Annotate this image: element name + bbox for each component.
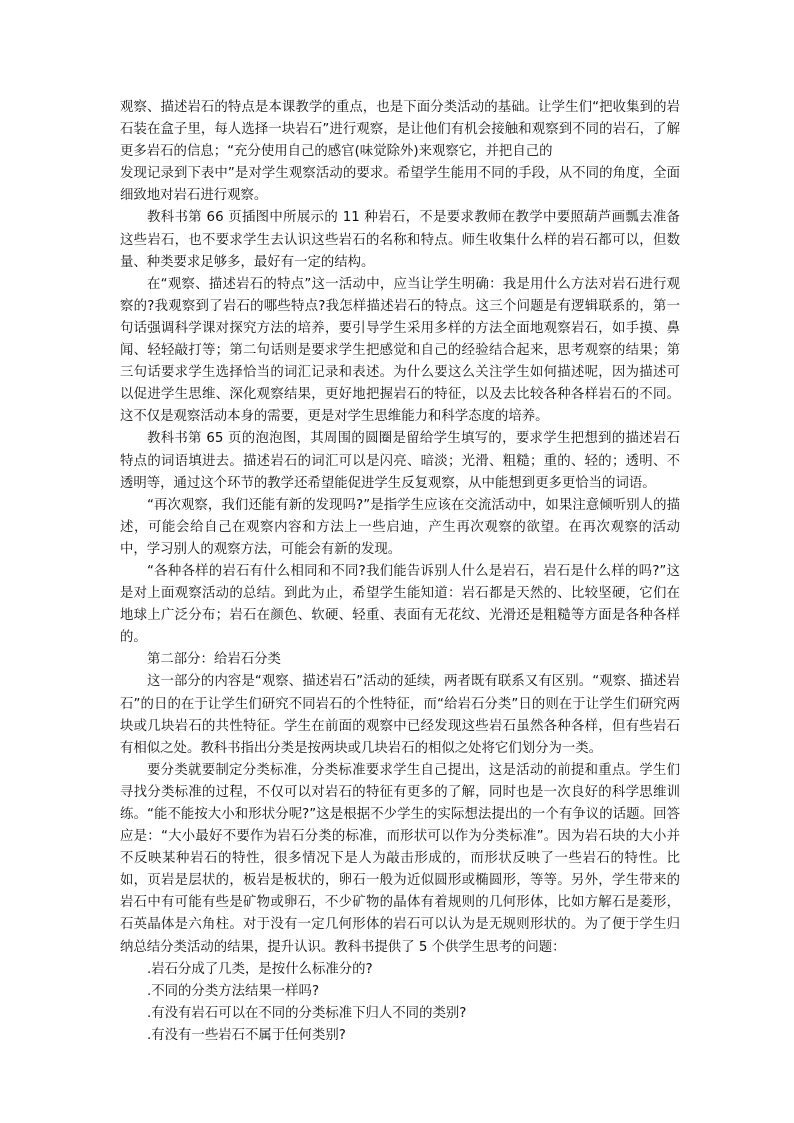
paragraph-classification-standard: 要分类就要制定分类标准，分类标准要求学生自己提出，这是活动的前提和重点。学生们寻找分类标准的过程，不仅可以对岩石的特征有更多的了解，同时也是一次良好的科学思维训练。“能不能按大小和形状分呢?”这是根据不少学生的实际想法提出的一个有争议的话题。回答应是：“大小最好不要作为岩石分类的标准，而形状可以作为分类标准”。因为岩石块的大小并不反映某种岩石的特性，很多情况下是人为敲击形成的，而形状反映了一些岩石的特性。比如，页岩是层状的，板岩是板状的，卵石一般为近似圆形或椭圆形，等等。另外，学生带来的岩石中有可能有些是矿物或卵石，不少矿物的晶体有着规则的几何形体，比如方解石是菱形，石英晶体是六角柱。对于没有一定几何形体的岩石可以认为是无规则形状的。为了便于学生归纳总结分类活动的结果，提升认识。教科书提供了 5 个供学生思考的问题：	[120, 762, 680, 955]
paragraph-observe-again: “再次观察，我们还能有新的发现吗?”是指学生应该在交流活动中，如果注意倾听别人的描述，可能会给自己在观察内容和方法上一些启迪，产生再次观察的欲望。在再次观察的活动中，学习别人的观察方法，可能会有新的发现。	[120, 497, 680, 557]
paragraph-intro: 观察、描述岩石的特点是本课教学的重点，也是下面分类活动的基础。让学生们“把收集到的岩石装在盒子里，每人选择一块岩石”进行观察，是让他们有机会接触和观察到不同的岩石，了解更多岩石的信息；“充分使用自己的感官(味觉除外)来观察它，并把自己的	[120, 100, 680, 160]
paragraph-summary-question: “各种各样的岩石有什么相同和不同?我们能告诉别人什么是岩石，岩石是什么样的吗?”这是对上面观察活动的总结。到此为止，希望学生能知道：岩石都是天然的、比较坚硬，它们在地球上广泛分布；岩石在颜色、软硬、轻重、表面有无花纹、光滑还是粗糙等方面是各种各样的。	[120, 563, 680, 646]
list-item-question: .岩石分成了几类，是按什么标准分的?	[147, 961, 373, 977]
document-body	[120, 97, 680, 1047]
list-item-question: .有没有一些岩石不属于任何类别?	[147, 1027, 346, 1043]
list-item-question: .有没有岩石可以在不同的分类标准下归人不同的类别?	[147, 1005, 467, 1021]
paragraph-intro-continued: 发现记录到下表中”是对学生观察活动的要求。希望学生能用不同的手段，从不同的角度，全面细致地对岩石进行观察。	[120, 166, 680, 204]
paragraph-bubble-chart: 教科书第 65 页的泡泡图，其周围的圆圈是留给学生填写的，要求学生把想到的描述岩石特点的词语填进去。描述岩石的词汇可以是闪亮、暗淡；光滑、粗糙；重的、轻的；透明、不透明等，通过这个环节的教学还希望能促进学生反复观察，从中能想到更多更恰当的词语。	[120, 431, 680, 491]
paragraph-classification-intro: 这一部分的内容是“观察、描述岩石”活动的延续，两者既有联系又有区别。“观察、描述岩石”的日的在于让学生们研究不同岩石的个性特征，而“给岩石分类”日的则在于让学生们研究两块或几块岩石的共性特征。学生在前面的观察中已经发现这些岩石虽然各种各样，但有些岩石有相似之处。教科书指出分类是按两块或几块岩石的相似之处将它们划分为一类。	[120, 674, 680, 756]
paragraph-observation-activity: 在“观察、描述岩石的特点”这一活动中，应当让学生明确：我是用什么方法对岩石进行观察的?我观察到了岩石的哪些特点?我怎样描述岩石的特点。这三个问题是有逻辑联系的，第一句话强调科学课对探究方法的培养，要引导学生采用多样的方法全面地观察岩石，如手摸、鼻闻、轻轻敲打等；第二句话则是要求学生把感觉和自己的经验结合起来，思考观察的结果；第三句话要求学生选择恰当的词汇记录和表述。为什么要这么关注学生如何描述呢，因为描述可以促进学生思维、深化观察结果，更好地把握岩石的特征，以及去比较各种各样岩石的不同。这不仅是观察活动本身的需要，更是对学生思维能力和科学态度的培养。	[120, 276, 680, 425]
paragraph-textbook-page-66: 教科书第 66 页插图中所展示的 11 种岩石，不是要求教师在教学中要照葫芦画瓢去准备这些岩石，也不要求学生去认识这些岩石的名称和特点。师生收集什么样的岩石都可以，但数量、种类要求足够多，最好有一定的结构。	[120, 210, 680, 270]
list-item-question: .不同的分类方法结果一样吗?	[147, 983, 320, 999]
section-heading-part-two: 第二部分：给岩石分类	[147, 652, 281, 668]
